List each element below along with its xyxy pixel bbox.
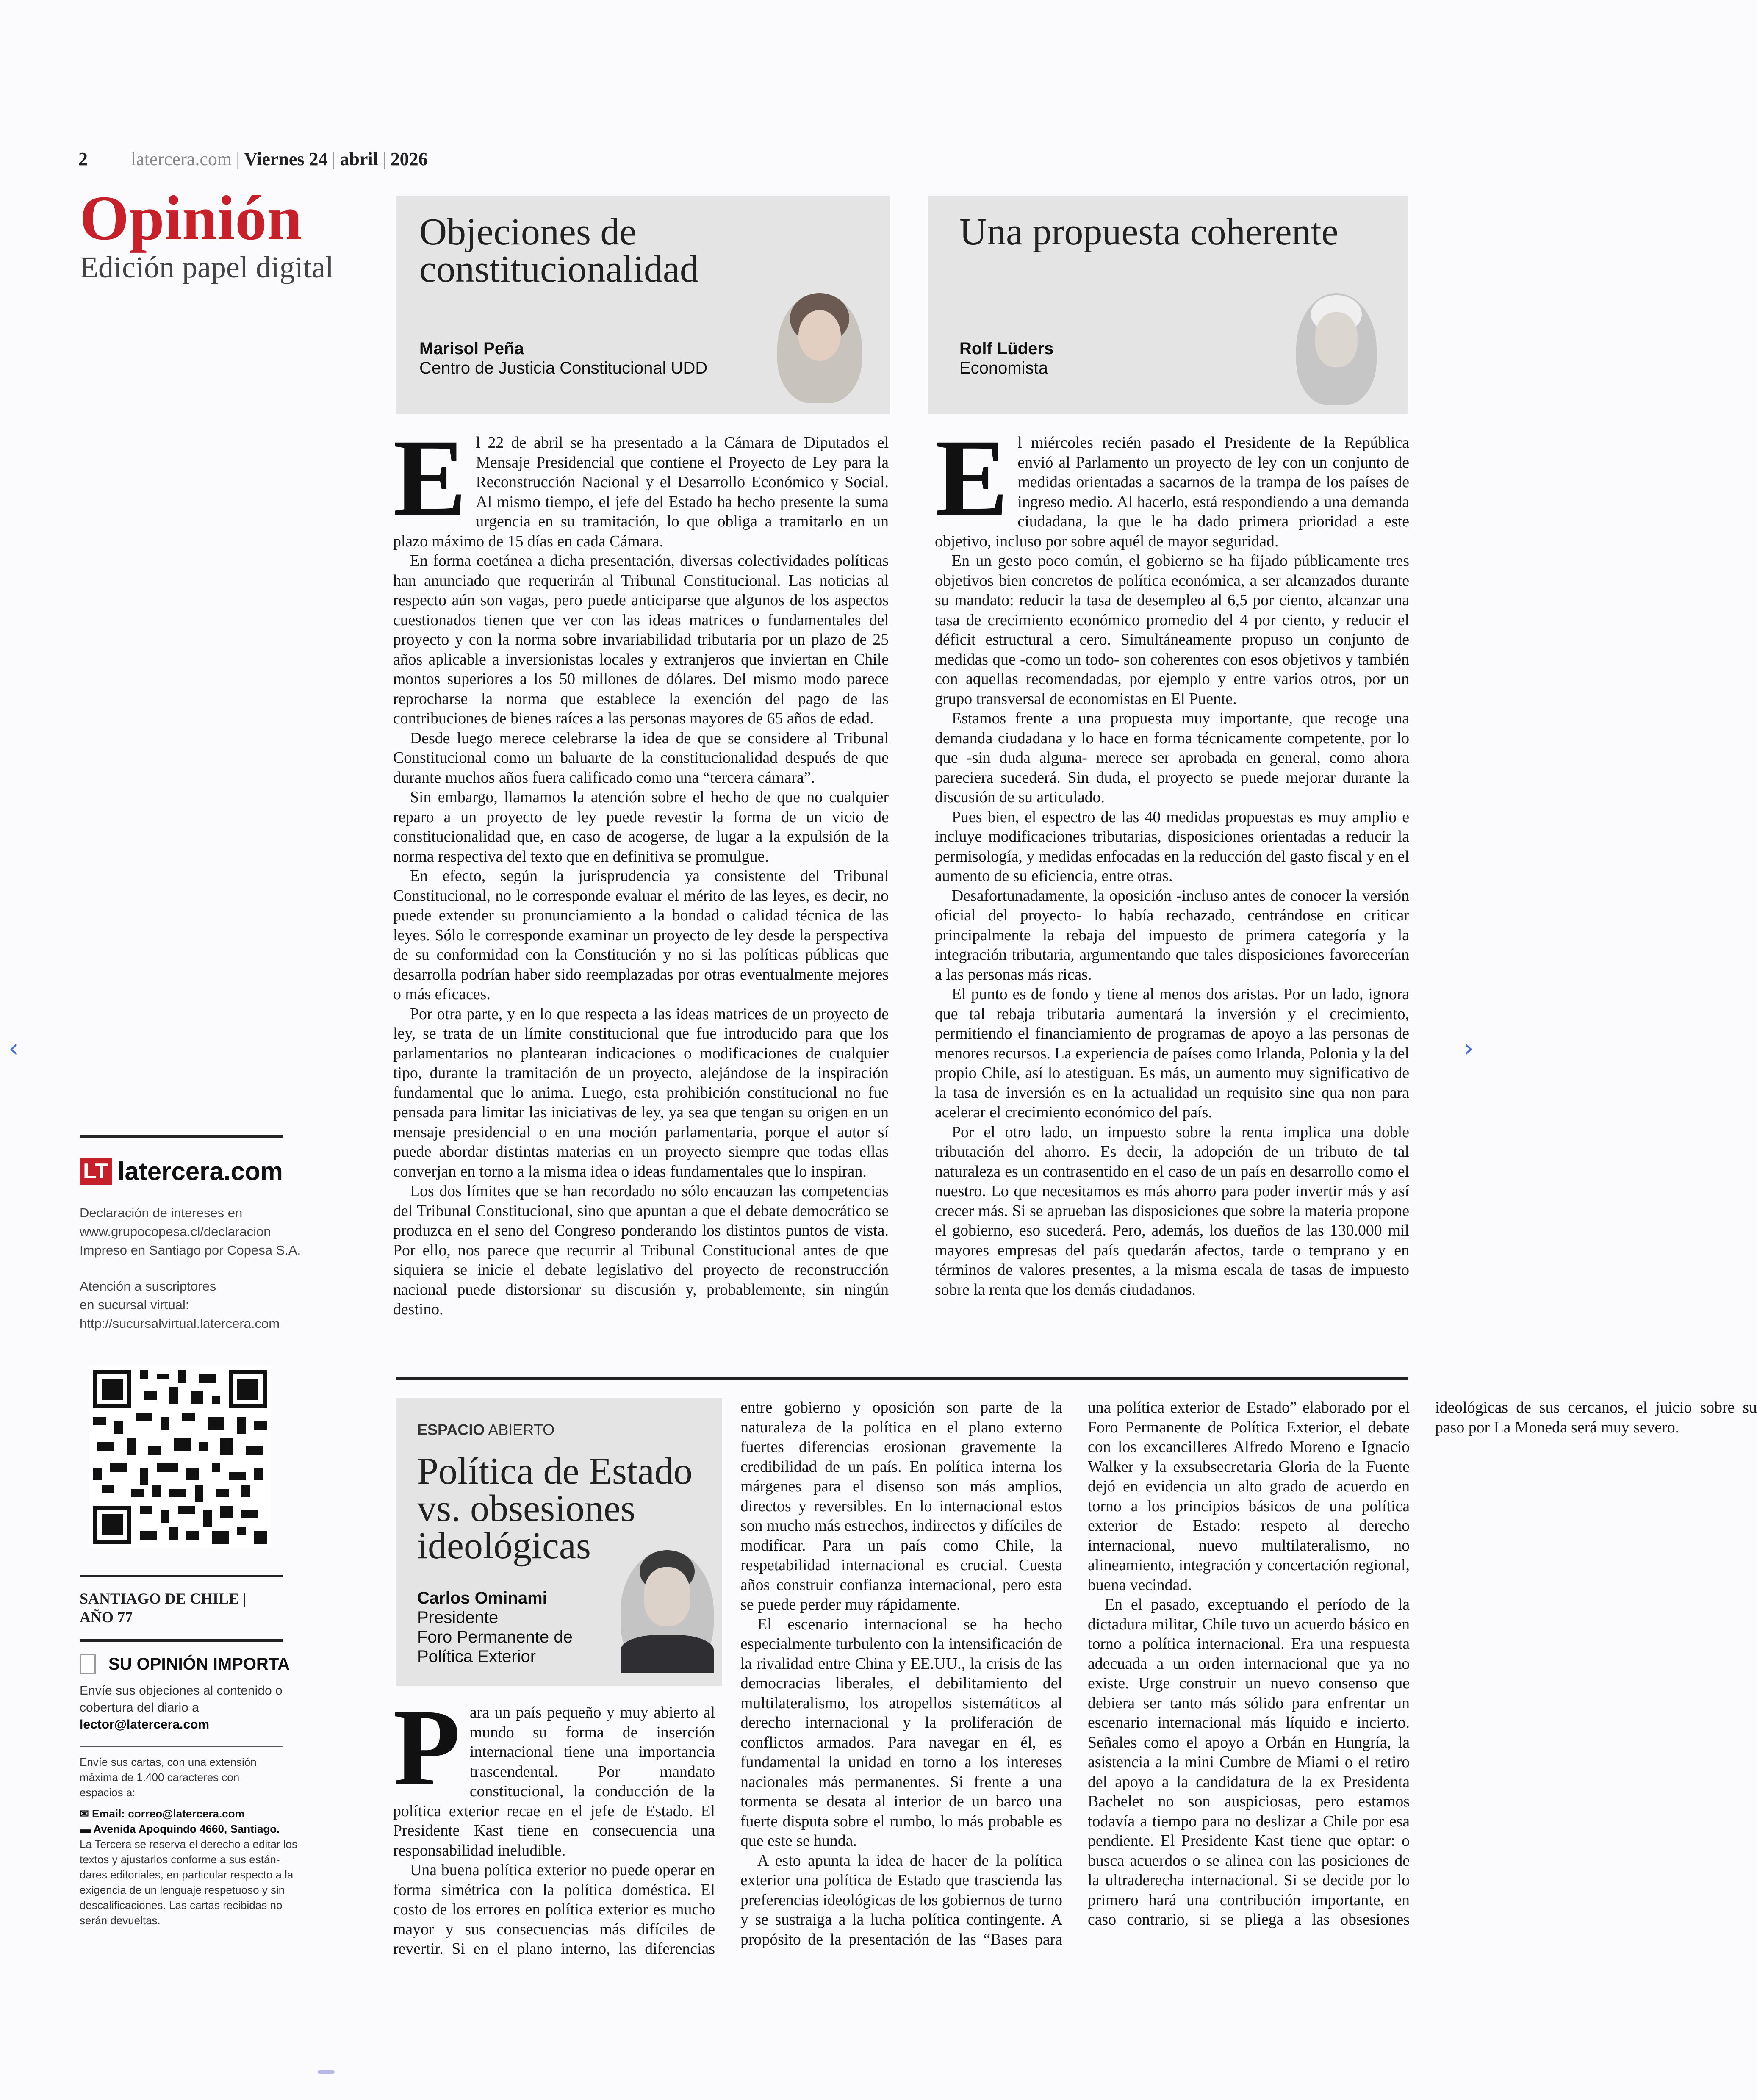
drop-cap: P (393, 1687, 460, 1809)
article3-byline: Carlos Ominami Presidente Foro Permanente de Política Exterior (417, 1589, 573, 1666)
opinion-heading: SU OPINIÓN IMPORTA (80, 1654, 290, 1674)
article2-byline (959, 339, 1053, 378)
article3-author: Carlos Ominami (417, 1589, 547, 1607)
article2-header (928, 196, 1408, 414)
article1-header (396, 196, 890, 414)
mailbox-icon: ▬ (80, 1823, 94, 1835)
qr-code[interactable] (89, 1366, 271, 1548)
sidebar-divider (80, 1639, 283, 1642)
article1-body: E l 22 de abril se ha presentado a la Cámara de Diputados el Mensaje Presidencial que contiene el Proyecto de Ley para la Reconstrucción Nacional y el Desarrollo Económico y Social. Al mismo tiempo, el jefe del Estado ha hecho presente la suma urgencia en su tramitación, lo que obliga a tramitarlo en un plazo máximo de 15 días en cada Cámara. En forma coetánea a dicha presentación, diversas colectividades políticas han anunciado que requerirán al Tribunal Constitucional. Las noticias al respecto aún son vagas, pero puede anticiparse que algunos de los aspectos cuestionados tienen que ver con las ideas matrices o fundamentales del proyecto y con la norma sobre invariabilidad tributaria por un plazo de 25 años aplicable a inversionistas locales y extranjeros que inviertan en Chile montos superiores a los 50 millones de dólares. Del mismo modo parece reprocharse la norma que establece la exención del pago de las contribuciones de bienes raíces a las personas mayores de 65 años de edad. Desde luego merece celebrarse la idea de que se considere al Tribunal Constitucional como un baluarte de la constitucionalidad después de que durante muchos años fuera calificado como una “tercera cámara”. Sin embargo, llamamos la atención sobre el hecho de que no cualquier reparo a un proyecto de ley puede revestir la forma de un vicio de constitucionalidad que, en caso de acogerse, de lugar a la expulsión de la norma respectiva del texto que en definitiva se promulgue. En efecto, según la jurisprudencia ya consistente del Tribunal Constitucional, no le corresponde evaluar el mérito de las leyes, es decir, no puede extender su pronunciamiento a la bondad o calidad técnica de las leyes. Sólo le corresponde examinar un proyecto de ley desde la perspectiva de su conformidad con la Constitución y no si las políticas públicas que desarrolla podrían haber sido reemplazadas por otras eventualmente mejores o más eficaces. Por otra parte, y en lo que respecta a las ideas matrices de un proyecto de ley, se trata de un límite constitucional que fue introducido para que los parlamentarios no plantearan indicaciones o modificaciones de cualquier tipo, durante la tramitación de un proyecto, alejándose de la inspiración fundamental que lo anima. Luego, esta prohibición constitucional no fue pensada para limitar las iniciativas de ley, ya sea que tengan su origen en un mensaje presidencial o en una moción parlamentaria, porque el autor sí puede abordar distintas materias en un proyecto siempre que todas ellas converjan en torno a la misma idea o ideas fundamentales que lo inspiran. Los dos límites que se han recordado no sólo encauzan las competencias del Tribunal Constitucional, sino que apuntan a que el debate democrático se produzca en el seno del Congreso ponderando los distintos puntos de vista. Por ello, nos parece que recurrir al Tribunal Constitucional antes de que siquiera se inicie el debate legislativo del proyecto de reconstrucción nacional puede distorsionar su discusión y, probablemente, sin ningún destino. (393, 417, 889, 1318)
sidebar-divider (80, 1575, 283, 1577)
article3-kicker: ESPACIO ABIERTO (417, 1421, 555, 1438)
city-label: SANTIAGO DE CHILE | (80, 1590, 247, 1607)
date-day: Viernes 24 (244, 149, 328, 169)
article1-byline (419, 339, 707, 378)
sidebar-subscribers: Atención a suscriptores en sucursal virtual: http://sucursalvirtual.latercera.com (80, 1279, 280, 1331)
letters-email[interactable]: ✉ Email: correo@latercera.com (80, 1807, 245, 1820)
letters-address: ▬ Avenida Apoquindo 4660, Santiago. (80, 1823, 280, 1835)
next-page-button[interactable]: › (1463, 1033, 1474, 1063)
sidebar-divider (80, 1746, 283, 1747)
section-subtitle: Edición papel digital (80, 250, 334, 284)
prev-page-button[interactable]: ‹ (8, 1033, 19, 1063)
sidebar-logo (80, 1156, 283, 1186)
article2-author: Rolf Lüders (959, 339, 1054, 358)
author-photo (777, 293, 862, 403)
mail-icon: ✉ (80, 1807, 92, 1820)
article2-role: Economista (959, 359, 1048, 377)
document-icon (80, 1654, 96, 1674)
article2-title: Una propuesta coherente (959, 211, 1339, 253)
article1-title: Objeciones de constitucionalidad (419, 211, 699, 290)
opinion-email-link[interactable]: lector@latercera.com (80, 1718, 210, 1732)
year-label: AÑO 77 (80, 1609, 133, 1626)
page-scroll-indicator[interactable] (318, 2070, 335, 2074)
page-number: 2 (78, 149, 88, 169)
article1-role: Centro de Justicia Constitucional UDD (419, 359, 708, 377)
site-name: latercera.com (131, 149, 232, 169)
sidebar-divider (80, 1135, 283, 1138)
article3-text: P ara un país pequeño y muy abierto al mundo su forma de inserción internacional tiene una importancia trascendental. Por mandato constitucional, la conducción de la política exterior recae en el jefe de Estado. El Presidente Kast tiene en consecuencia una responsabilidad ineludible. Una buena política exterior no puede operar en forma simétrica con la política doméstica. El costo de los errores en política exterior es mucho mayor y sus consecuencias más difíciles de revertir. Si en el plano interno, las diferencias entre gobierno y oposición son parte de la naturaleza de la política en el plano externo fuertes diferencias erosionan gravemente la credibilidad de un país. En política interna los márgenes para el disenso son más amplios, directos y reversibles. En lo internacional estos son mucho más estrechos, indirectos y difíciles de modificar. Para un país como Chile, la respetabilidad internacional es crucial. Cuesta años construir confianza internacional, pero esta se puede perder muy rápidamente. El escenario internacional se ha hecho especialmente turbulento con la intensificación de la rivalidad entre China y EE.UU., la crisis de las democracias liberales, el debilitamiento del multilateralismo, los atropellos sistemáticos al derecho internacional y la proliferación de conflictos armados. Para navegar en él, es fundamental la unidad en torno a los intereses nacionales más permanentes. Si frente a una tormenta se desata al interior de un barco una fuerte disputa sobre el rumbo, lo más probable es que este se hunda. A esto apunta la idea de hacer de la política exterior una política de Estado que trascienda las preferencias ideológicas de los gobiernos de turno y se sustraiga a la lucha política contingente. A propósito de la presentación de las “Bases para una política exterior de Estado” elaborado por el Foro Permanente de Política Exterior, el debate con los excancilleres Alfredo Moreno e Ignacio Walker y la exsubsecretaria Gloria de la Fuente dejó en evidencia un alto grado de acuerdo en torno a los principios básicos de una política exterior de Estado: respeto al derecho internacional, nuevo multilateralismo, no alineamiento, integración y concertación regional, buena vecindad. En el pasado, exceptuando el período de la dictadura militar, Chile tuvo un acuerdo básico en torno a política internacional. Era una respuesta adecuada a un orden internacional que ya no existe. Urge construir un nuevo consenso que debiera ser tanto más sólido para enfrentar un escenario internacional más líquido e incierto. Señales como el apoyo a Orbán en Hungría, la asistencia a la mini Cumbre de Miami o el retiro del apoyo a la candidatura de la ex Presidenta Bachelet no son auspiciosas, pero estamos todavía a tiempo para no deslizar a Chile por esa pendiente. El Presidente Kast tiene que optar: o busca acuerdos o se alinea con las posiciones de la ultraderecha internacional. Si se decide por lo primero hará una contribución importante, en caso contrario, si se pliega a las obsesiones ideológicas de sus cercanos, el juicio sobre su paso por La Moneda será muy severo. (393, 1399, 1757, 1958)
section-divider (396, 1377, 1408, 1380)
date-month: abril (340, 149, 378, 169)
article3-title: Política de Estado vs. obsesiones ideológicas (417, 1450, 693, 1567)
article2-body: E l miércoles recién pasado el Presidente de la República envió al Parlamento un proyecto de ley con un conjunto de medidas orientadas a sacarnos de la trampa de los países de ingreso medio. Al hacerlo, está respondiendo a una demanda ciudadana, la que le ha dado primera prioridad a este objetivo, incluso por sobre aquél de mayor seguridad. En un gesto poco común, el gobierno se ha fijado públicamente tres objetivos bien concretos de política económica, a ser alcanzados durante su mandato: reducir la tasa de desempleo al 6,5 por ciento, alcanzar una tasa de crecimiento económico promedio del 4 por ciento, y reducir el déficit estructural a cero. Simultáneamente propuso un conjunto de medidas que -como un todo- son coherentes con esos objetivos y también con aquellas recomendadas, por ejemplo y entre varios otros, por un grupo transversal de economistas en El Puente. Estamos frente a una propuesta muy importante, que recoge una demanda ciudadana y lo hace en forma técnicamente competente, por lo que -sin duda alguna- merece ser aprobada en general, como ahora pareciera sucederá. Sin duda, el proyecto se puede mejorar durante la discusión de su articulado. Pues bien, el espectro de las 40 medidas propuestas es muy amplio e incluye modificaciones tributarias, disposiciones orientadas a reducir la permisología, y medidas enfocadas en la reducción del gasto fiscal y en el aumento de su eficiencia, entre otras. Desafortunadamente, la oposición -incluso antes de conocer la versión oficial del proyecto- lo había rechazado, centrándose en criticar principalmente la rebaja del impuesto de primera categoría y la integración tributaria, argumentando que tales disposiciones favorecerían a las personas más ricas. El punto es de fondo y tiene al menos dos aristas. Por un lado, ignora que tal rebaja tributaria aumentará la inversión y el crecimiento, permitiendo el financiamiento de programas de apoyo a las personas de menores recursos. La experiencia de países como Irlanda, Polonia y la del propio Chile, así lo atestiguan. Es más, un aumento muy significativo de la tasa de inversión es en la actualidad un requisito sine qua non para acelerar el crecimiento económico del país. Por el otro lado, un impuesto sobre la renta implica una doble tributación del ahorro. Es decir, la adopción de un tributo de tal naturaleza es un contrasentido en el caso de un país en desarrollo como el nuestro. Lo que necesitamos es más ahorro para poder invertir más y así crecer más. Si se aprueban las disposiciones que sobre la materia propone el gobierno, eso sucederá. Pero, además, los dueños de las 130.000 mil mayores empresas del país quedarán afectos, tarde o temprano y en términos de valores presentes, a la misma escala de tasas de impuesto sobre la renta que los demás ciudadanos. (935, 417, 1409, 1299)
drop-cap: E (393, 417, 467, 539)
opinion-info: Envíe sus objeciones al contenido o cobertura del diario a lector@latercera.com (80, 1682, 283, 1733)
drop-cap: E (935, 417, 1009, 539)
date-year: 2026 (390, 149, 428, 169)
section-title: Opinión (80, 183, 302, 253)
author-photo (1296, 293, 1377, 405)
logo-mark: LT (80, 1158, 112, 1185)
letters-info: Envíe sus cartas, con una extensión máxima de 1.400 caracteres con espacios a: ✉ Email: correo@latercera.com ▬ Avenida Apoquindo 4660, Santiago. La Tercera se reserva el derecho a editar los textos y ajustarlos conforme a sus están- dares editoriales, en particular respecto a la exigencia de un lenguaje respetuoso y sin descalificaciones. Las cartas recibidas no serán devueltas. (80, 1756, 298, 1927)
page-header: 2 latercera.com | Viernes 24 | abril | 2026 (78, 149, 428, 169)
article1-author: Marisol Peña (419, 339, 524, 358)
sidebar-declaration: Declaración de intereses en www.grupocopesa.cl/declaracion Impreso en Santiago por Copesa S.A. (80, 1205, 301, 1258)
sidebar-edition (80, 1589, 246, 1626)
qr-code-graphic (89, 1366, 271, 1548)
logo-text: latercera.com (117, 1157, 283, 1186)
